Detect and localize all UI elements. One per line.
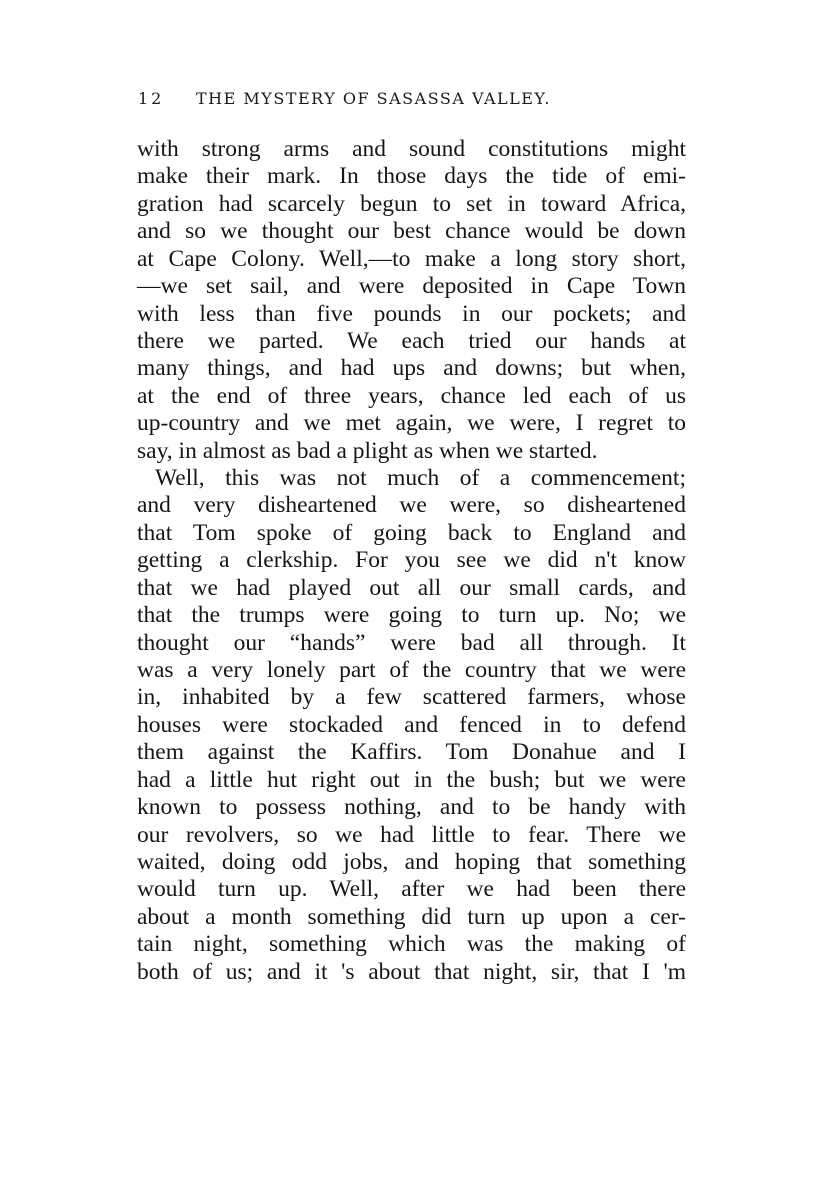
text-line: that Tom spoke of going back to England and <box>137 519 686 546</box>
text-line: both of us; and it 's about that night, sir, that I 'm <box>137 958 686 985</box>
text-line: in, inhabited by a few scattered farmers, whose <box>137 684 686 711</box>
text-line: about a month something did turn up upon a cer- <box>137 903 686 930</box>
text-line: at Cape Colony. Well,—to make a long story short, <box>137 245 686 272</box>
text-line: there we parted. We each tried our hands at <box>137 327 686 354</box>
text-line: with less than five pounds in our pockets; and <box>137 300 686 327</box>
text-line: had a little hut right out in the bush; but we were <box>137 766 686 793</box>
paragraph-2 <box>137 465 686 986</box>
text-line: that the trumps were going to turn up. No; we <box>137 602 686 629</box>
text-line: at the end of three years, chance led each of us <box>137 382 686 409</box>
text-line: would turn up. Well, after we had been there <box>137 876 686 903</box>
text-line: that we had played out all our small cards, and <box>137 574 686 601</box>
running-head <box>138 89 686 108</box>
text-line: and very disheartened we were, so disheartened <box>137 492 686 519</box>
text-line: with strong arms and sound constitutions might <box>137 136 686 162</box>
paragraph-1 <box>137 136 686 465</box>
text-line: and so we thought our best chance would be down <box>137 218 686 245</box>
text-line: tain night, something which was the making of <box>137 931 686 958</box>
text-line: say, in almost as bad a plight as when we started. <box>137 437 598 464</box>
text-line: gration had scarcely begun to set in toward Africa, <box>137 190 686 217</box>
text-line: getting a clerkship. For you see we did n't know <box>137 547 686 574</box>
text-line: many things, and had ups and downs; but when, <box>137 355 686 382</box>
text-line: them against the Kaffirs. Tom Donahue and I <box>137 739 686 766</box>
text-line: was a very lonely part of the country that we were <box>137 657 686 684</box>
text-line: make their mark. In those days the tide of emi- <box>137 163 686 190</box>
running-title: THE MYSTERY OF SASASSA VALLEY. <box>196 89 552 108</box>
text-line: our revolvers, so we had little to fear. There we <box>137 821 686 848</box>
text-line: thought our “hands” were bad all through. It <box>137 629 686 656</box>
text-line: known to possess nothing, and to be handy with <box>137 794 686 821</box>
text-line: waited, doing odd jobs, and hoping that something <box>137 848 686 875</box>
page-number: 12 <box>138 89 165 108</box>
text-line: up-country and we met again, we were, I regret to <box>137 410 686 437</box>
text-line: Well, this was not much of a commencement; <box>155 465 686 492</box>
text-line: houses were stockaded and fenced in to defend <box>137 711 686 738</box>
body-text <box>137 136 686 986</box>
text-line: —we set sail, and were deposited in Cape Town <box>137 273 686 300</box>
